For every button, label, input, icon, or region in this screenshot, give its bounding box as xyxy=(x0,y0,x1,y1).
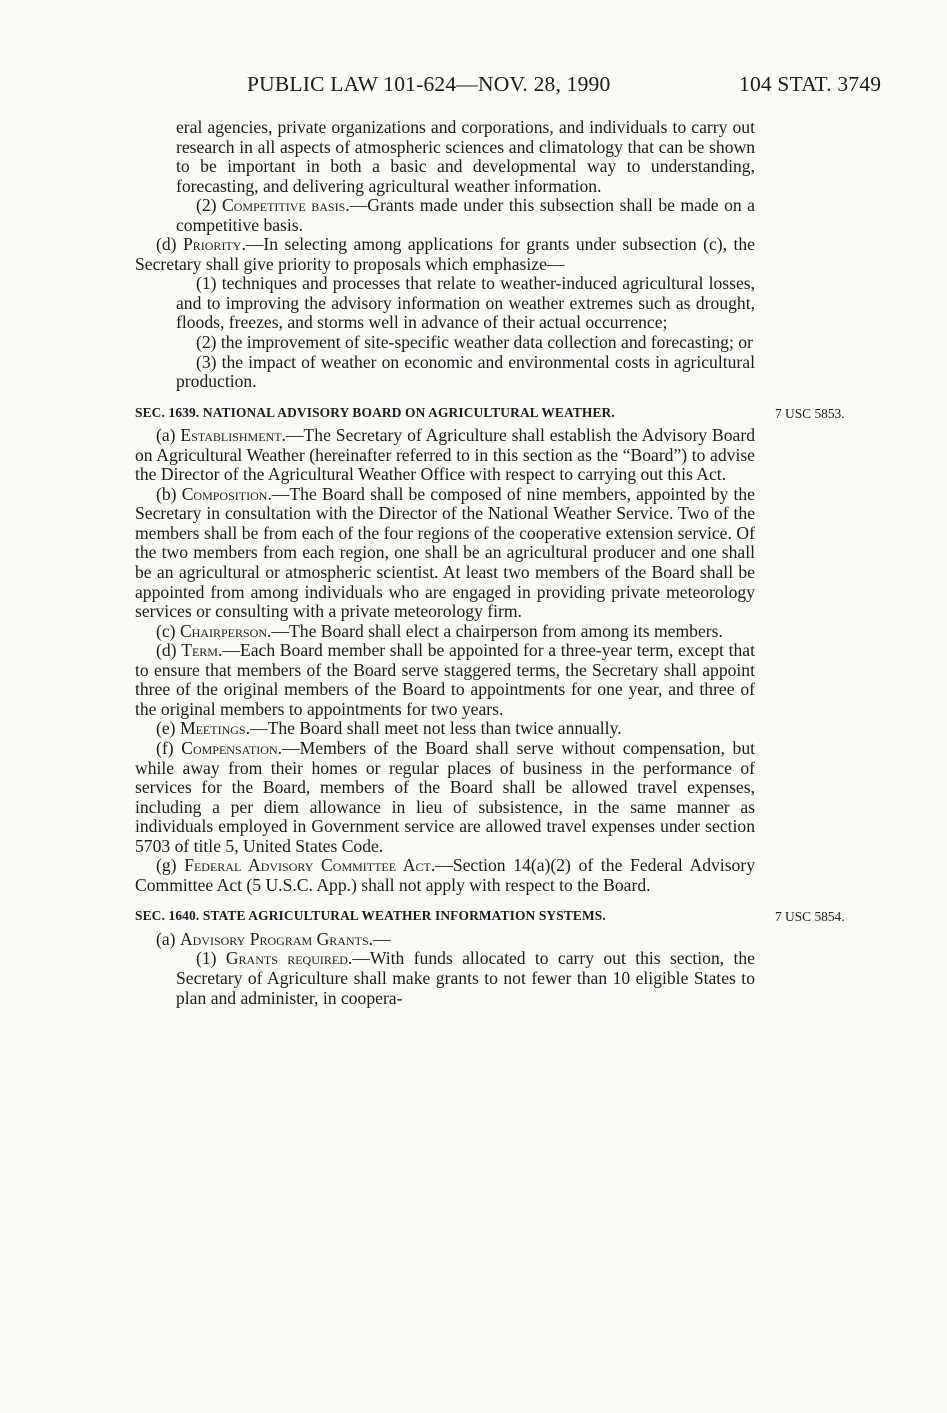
section-1640-a1 xyxy=(135,949,755,1008)
s1640a-number: (a) xyxy=(156,928,180,949)
s1639e-text: .—The Board shall meet not less than twice annually. xyxy=(245,718,622,739)
s1639d-heading: Term xyxy=(181,640,218,661)
section-1639-c xyxy=(135,622,755,642)
paragraph-d2: (2) the improvement of site-specific weather data collection and forecasting; or xyxy=(196,332,753,353)
c2-text: .—Grants made under this subsection shall be made on a competitive basis. xyxy=(176,195,755,235)
s1639g-number: (g) xyxy=(156,855,185,876)
s1639a-heading: Establishment xyxy=(180,425,282,446)
s1639c-text: .—The Board shall elect a chairperson from among its members. xyxy=(267,620,723,641)
header-title: PUBLIC LAW 101-624—NOV. 28, 1990 xyxy=(247,72,611,96)
subsection-c2 xyxy=(135,196,755,235)
section-1639-b xyxy=(135,485,755,622)
section-1639-heading xyxy=(135,403,845,423)
s1640a1-heading: Grants required xyxy=(225,948,348,969)
section-1640-a xyxy=(135,930,755,950)
sec1639-title: SEC. 1639. NATIONAL ADVISORY BOARD ON AGRICULTURAL WEATHER. xyxy=(135,404,615,420)
s1640a1-number: (1) xyxy=(196,948,226,969)
s1639f-number: (f) xyxy=(156,737,182,758)
document-body xyxy=(135,117,845,1008)
paragraph-d3: (3) the impact of weather on economic and environmental costs in agricultural production. xyxy=(176,351,755,392)
subsection-d-priority xyxy=(135,235,755,274)
sec1639-usc-citation: 7 USC 5853. xyxy=(775,405,845,421)
section-1639-a xyxy=(135,426,755,485)
d-number: (d) xyxy=(156,234,183,255)
section-1639-f xyxy=(135,739,755,856)
s1639b-number: (b) xyxy=(156,483,182,504)
s1639e-number: (e) xyxy=(156,718,180,739)
s1639g-text: .—Section 14(a)(2) of the Federal Advisory Committee Act (5 U.S.C. App.) shall not apply with respect to the Board. xyxy=(135,855,755,895)
s1639d-number: (d) xyxy=(156,640,182,661)
section-1639-d xyxy=(135,641,755,719)
section-1639-e xyxy=(135,719,755,739)
s1639f-text: .—Members of the Board shall serve without compensation, but while away from their homes or regular places of business in the performance of services for the Board, members of the Board shall be allowed travel expenses, including a per diem allowance in lieu of subsistence, in the same manner as individuals employed in Government service are allowed travel expenses under section 5703 of title 5, United States Code. xyxy=(135,737,755,856)
sec1640-title: SEC. 1640. STATE AGRICULTURAL WEATHER INFORMATION SYSTEMS. xyxy=(135,908,606,924)
s1639a-text: .—The Secretary of Agriculture shall establish the Advisory Board on Agricultural Weather (hereinafter referred to in this section as the “Board”) to advise the Director of the Agricultural Weather Office with respect to carrying out this Act. xyxy=(135,425,755,485)
s1639b-text: .—The Board shall be composed of nine members, appointed by the Secretary in consultation with the Director of the National Weather Service. Two of the members shall be from each of the four regions of the cooperative extension service. Of the two members from each region, one shall be an agricultural producer and one shall be an agricultural or atmospheric scientist. At least two members of the Board shall be appointed from among individuals who are engaged in providing private meteorology services or consulting with a private meteorology firm. xyxy=(135,483,755,622)
s1640a-heading: Advisory Program Grants xyxy=(179,928,369,949)
d-heading: Priority xyxy=(182,234,242,255)
c2-number: (2) xyxy=(196,195,223,216)
section-1640-heading xyxy=(135,906,845,926)
s1639f-heading: Compensation xyxy=(181,737,278,758)
s1640a-text: .— xyxy=(368,928,391,949)
paragraph-continuation: eral agencies, private organizations and corporations, and individuals to carry out research in all aspects of atmospheric sciences and climatology that can be shown to be important in both a basic and developmental way to understanding, forecasting, and delivering agricultural weather information. xyxy=(176,117,755,196)
c2-heading: Competitive basis xyxy=(222,195,346,216)
s1639e-heading: Meetings xyxy=(179,718,246,739)
header-stat-page: 104 STAT. 3749 xyxy=(739,72,882,96)
s1640a1-text: .—With funds allocated to carry out this section, the Secretary of Agriculture shall make grants to not fewer than 10 eligible States to plan and administer, in coopera- xyxy=(176,948,755,1008)
s1639c-heading: Chairperson xyxy=(179,620,268,641)
s1639g-heading: Federal Advisory Committee Act xyxy=(184,855,431,876)
s1639c-number: (c) xyxy=(156,620,180,641)
paragraph-d1: (1) techniques and processes that relate to weather-induced agricultural losses, and to improving the advisory information on weather extremes such as drought, floods, freezes, and storms well in advance of their actual occurrence; xyxy=(176,273,755,333)
d-text: .—In selecting among applications for grants under subsection (c), the Secretary shall give priority to proposals which emphasize— xyxy=(135,234,755,274)
s1639b-heading: Composition xyxy=(181,483,268,504)
s1639a-number: (a) xyxy=(156,425,181,446)
s1639d-text: .—Each Board member shall be appointed for a three-year term, except that to ensure that members of the Board serve staggered terms, the Secretary shall appoint three of the original members of the Board to appointments for one year, and three of the original members to appointments for two years. xyxy=(135,640,755,719)
sec1640-usc-citation: 7 USC 5854. xyxy=(775,909,845,925)
section-1639-g xyxy=(135,856,755,895)
running-header xyxy=(0,72,947,102)
